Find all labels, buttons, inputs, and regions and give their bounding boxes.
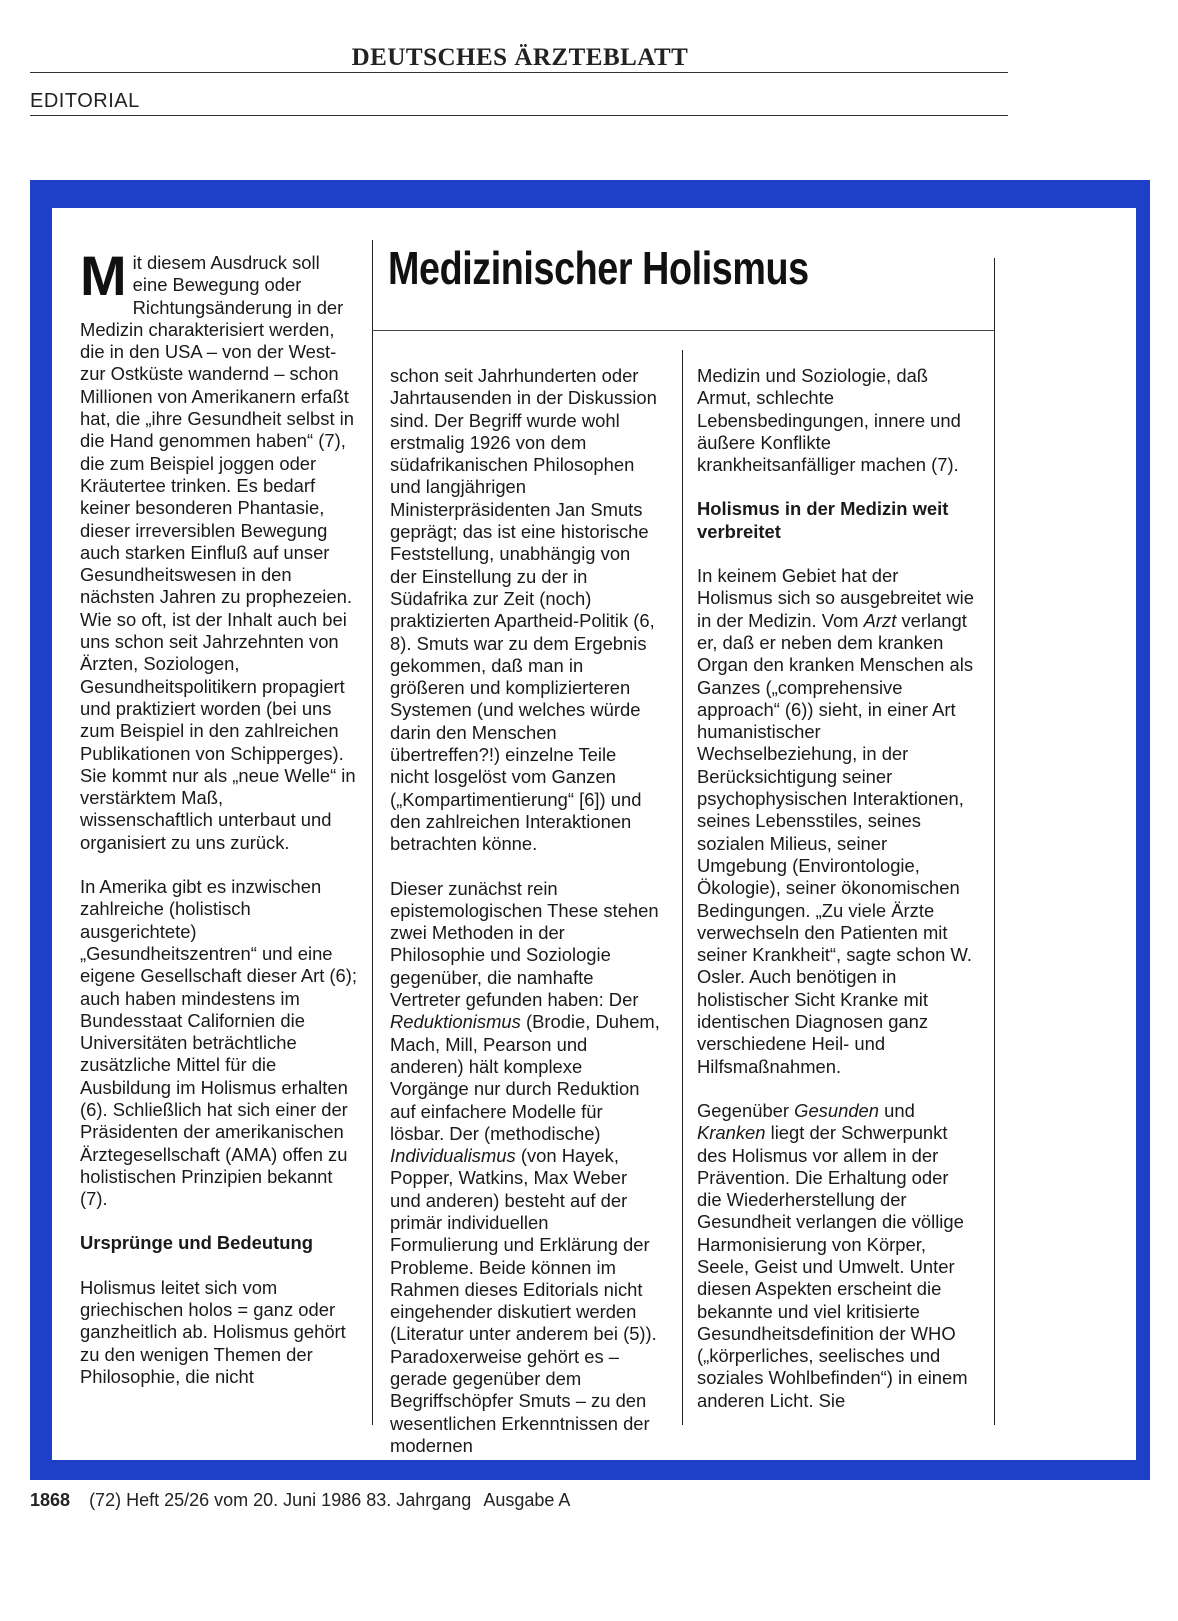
edition-info: Ausgabe A [483,1490,571,1510]
text-run: verlangt er, daß er neben dem kranken Organ den kranken Menschen als Ganzes („comprehensive approach“ (6)) sieht, in einer Art humanistischer Wechselbeziehung, in der Berücksichtigung seiner psychophysischen Interaktionen, seines Lebensstiles, seines sozialen Milieus, seiner Umgebung (Environtologie, Ökologie), seiner ökonomischen Bedingungen. „Zu viele Ärzte verwechseln den Patienten mit seiner Krankheit“, sagte schon W. Osler. Auch benötigen in holistischer Sicht Kranke mit identischen Diagnosen ganz verschiedene Heil- und Hilfsmaßnahmen. [697,609,974,1077]
column-divider-right [682,350,683,1425]
paragraph: schon seit Jahrhunderten oder Jahrtausenden in der Diskussion sind. Der Begriff wurde wohl erstmalig 1926 von dem südafrikanischen Philosophen und langjährigen Ministerpräsidenten Jan Smuts geprägt; das ist eine historische Feststellung, unabhängig von der Einstellung zu der in Südafrika zur Zeit (noch) praktizierten Apartheid-Politik (6, 8). Smuts war zu dem Ergebnis gekommen, daß man in größeren und komplizierteren Systemen (und welches würde darin den Menschen übertreffen?!) einzelne Teile nicht losgelöst vom Ganzen („Kompartimentierung“ [6]) und den zahlreichen Interaktionen betrachten könne. [390,365,657,855]
paragraph: Holismus leitet sich vom griechischen holos = ganz oder ganzheitlich ab. Holismus gehört zu den wenigen Themen der Philosophie, die nicht [80,1276,346,1387]
paragraph [80,244,358,854]
issue-info: (72) Heft 25/26 vom 20. Juni 1986 83. Jahrgang [89,1490,472,1510]
text-run: (Brodie, Duhem, Mach, Mill, Pearson und anderen) hält komplexe Vorgänge nur durch Reduktion auf einfachere Modelle für lösbar. Der (methodische) [390,1011,660,1144]
subheading: Holismus in der Medizin weit verbreitet [697,498,949,542]
section-label: EDITORIAL [30,90,140,112]
paragraph [390,878,660,1458]
article-column-1 [80,244,358,1388]
page-number: 1868 [30,1490,71,1510]
italic-term: Kranken [697,1122,766,1144]
paragraph [697,565,975,1078]
page-footer [30,1490,578,1511]
text-run: und [879,1099,915,1121]
title-rule [372,330,994,331]
paragraph-text: it diesem Ausdruck soll eine Bewegung oder Richtungsänderung in der Medizin charakterisiert werden, die in den USA – von der West- zur Ostküste wandernd – schon Millionen von Amerikanern erfaßt hat, die „ihre Gesundheit selbst in die Hand genommen haben“ (7), die zum Beispiel joggen oder Kräutertee trinken. Es bedarf keiner besonderen Phantasie, dieser irreversiblen Bewegung auch starken Einfluß auf unser Gesundheitswesen in den nächsten Jahren zu prophezeien. Wie so oft, ist der Inhalt auch bei uns schon seit Jahrzehnten von Ärzten, Soziologen, Gesundheitspolitikern propagiert und praktiziert worden (bei uns zum Beispiel in den zahlreichen Publikationen von Schipperges). Sie kommt nur als „neue Welle“ in verstärktem Maß, wissenschaftlich unterbaut und organisiert zu uns zurück. [80,252,356,853]
paragraph: Medizin und Soziologie, daß Armut, schlechte Lebensbedingungen, innere und äußere Konflikte krankheitsanfälliger machen (7). [697,365,961,476]
paragraph [697,1100,975,1412]
italic-term: Individualismus [390,1145,516,1167]
italic-term: Arzt [863,609,897,631]
text-run: liegt der Schwerpunkt des Holismus vor allem in der Prävention. Die Erhaltung oder die Wiederherstellung der Gesundheit verlangen die völlige Harmonisierung von Körper, Seele, Geist und Umwelt. Unter diesen Aspekten erscheint die bekannte und viel kritisierte Gesundheitsdefinition der WHO („körperliches, seelisches und soziales Wohlbefinden“) in einem anderen Licht. Sie [697,1122,968,1411]
masthead-rule [30,72,1008,73]
text-run: Dieser zunächst rein epistemologischen These stehen zwei Methoden in der Philosophie und Soziologie gegenüber, die namhafte Vertreter gefunden haben: Der [390,877,659,1011]
italic-term: Gesunden [794,1099,880,1121]
drop-cap: M [80,244,127,307]
paragraph: In Amerika gibt es inzwischen zahlreiche (holistisch ausgerichtete) „Gesundheitszentren“ und eine eigene Gesellschaft dieser Art (6); auch haben mindestens im Bundesstaat Californien die Universitäten beträchtliche zusätzliche Mittel für die Ausbildung im Holismus erhalten (6). Schließlich hat sich einer der Präsidenten der amerikanischen Ärztegesellschaft (AMA) offen zu holistischen Prinzipien bekannt (7). [80,876,358,1210]
subheading: Ursprünge und Bedeutung [80,1232,313,1254]
column-divider-left [372,240,373,1425]
article-column-3 [697,365,975,1412]
text-run: (von Hayek, Popper, Watkins, Max Weber und anderen) besteht auf der primär individuellen Formulierung und Erklärung der Probleme. Beide können im Rahmen dieses Editorials nicht eingehender diskutiert werden (Literatur unter anderem bei (5)). Paradoxerweise gehört es – gerade gegenüber dem Begriffschöpfer Smuts – zu den wesentlichen Erkenntnissen der modernen [390,1145,657,1456]
article-column-2 [390,365,660,1457]
journal-masthead: DEUTSCHES ÄRZTEBLATT [351,44,689,71]
column-divider-outer [994,258,995,1425]
article-title: Medizinischer Holismus [388,242,809,294]
text-run: Gegenüber [697,1099,795,1121]
section-rule [30,115,1008,116]
italic-term: Reduktionismus [390,1011,521,1033]
text-run: In keinem Gebiet hat der Holismus sich so ausgebreitet wie in der Medizin. Vom [697,565,974,631]
